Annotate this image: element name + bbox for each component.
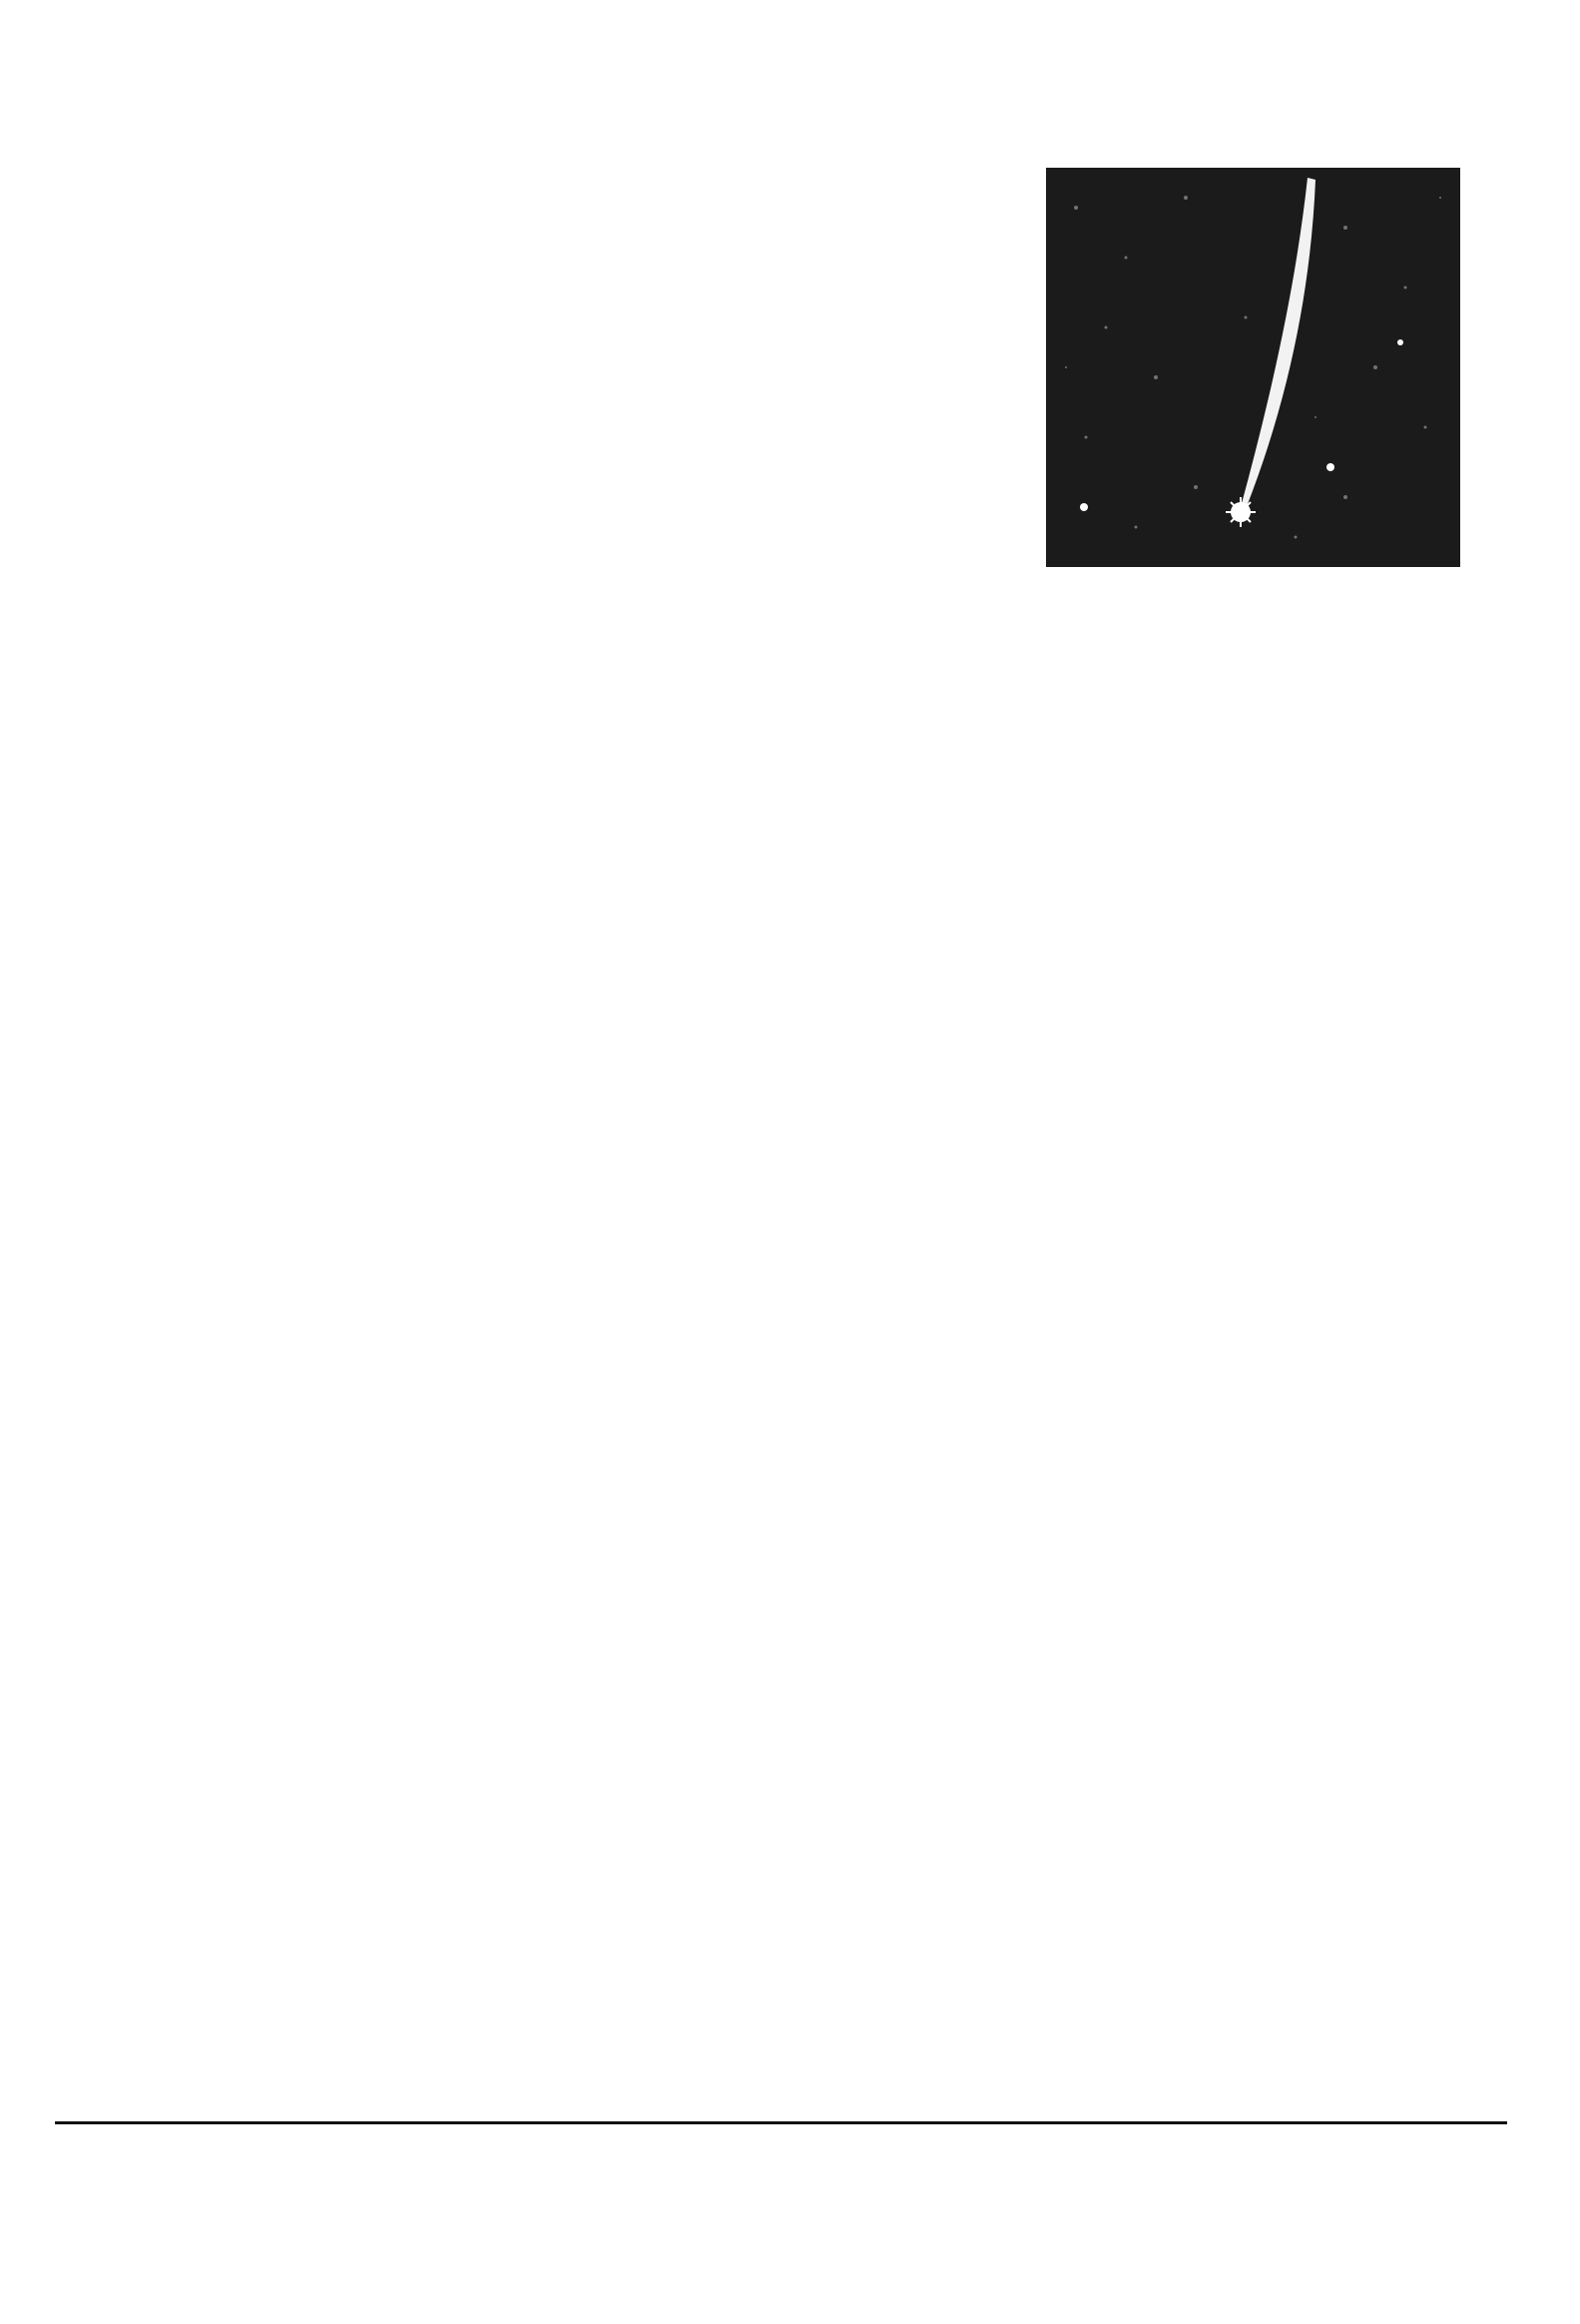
comet-illustration <box>1046 168 1460 567</box>
title-block <box>279 160 838 200</box>
comet-image <box>1046 168 1460 567</box>
bottom-ornament-border <box>55 689 1013 744</box>
footnote-divider <box>55 2121 1507 2124</box>
article-body <box>55 789 1507 805</box>
top-ornament-border <box>60 55 1008 115</box>
